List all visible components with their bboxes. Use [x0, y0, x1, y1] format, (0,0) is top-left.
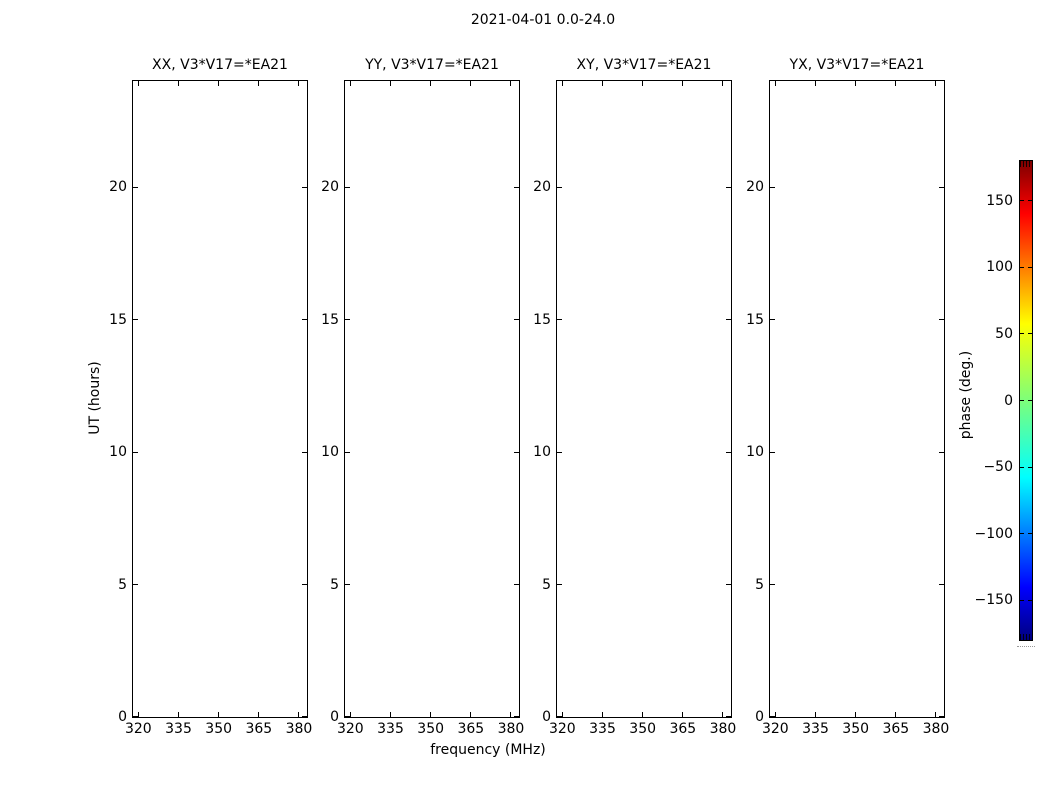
y-tick	[770, 452, 775, 453]
y-tick-label: 0	[330, 709, 339, 725]
y-tick	[939, 319, 944, 320]
x-tick	[895, 81, 896, 86]
y-tick-label: 20	[746, 179, 764, 195]
y-tick	[345, 716, 350, 717]
x-tick-label: 365	[882, 721, 910, 737]
x-tick	[470, 81, 471, 86]
y-tick-label: 20	[109, 179, 127, 195]
axes-panel-xx	[109, 57, 313, 737]
x-tick	[218, 81, 219, 86]
colorbar-dotted-edge	[1017, 646, 1035, 647]
colorbar-tick	[1028, 600, 1032, 601]
x-tick-label: 320	[548, 721, 576, 737]
axes-panel-yx	[746, 57, 950, 737]
colorbar-tick	[1028, 200, 1032, 201]
colorbar-tick-label: −50	[983, 459, 1013, 476]
colorbar-label: phase (deg.)	[958, 350, 974, 440]
y-tick-label: 5	[542, 576, 551, 593]
y-tick	[133, 584, 138, 585]
figure-title: 2021-04-01 0.0-24.0	[470, 12, 616, 28]
x-tick	[258, 712, 259, 717]
x-tick-label: 350	[842, 721, 870, 737]
y-tick-label: 0	[755, 709, 764, 725]
x-tick	[935, 712, 936, 717]
y-tick	[557, 716, 562, 717]
y-tick-label: 20	[533, 179, 551, 195]
x-tick	[682, 712, 683, 717]
x-tick	[895, 712, 896, 717]
colorbar-tick	[1028, 267, 1032, 268]
y-tick-label: 15	[746, 311, 764, 328]
y-tick-label: 10	[746, 444, 764, 460]
x-tick-label: 380	[709, 721, 737, 737]
colorbar-tick	[1020, 533, 1024, 534]
y-tick	[770, 584, 775, 585]
x-tick	[350, 81, 351, 86]
axes-panel-yy	[321, 57, 525, 737]
colorbar-tick	[1028, 400, 1032, 401]
x-tick	[682, 81, 683, 86]
y-tick	[345, 319, 350, 320]
x-tick-label: 365	[669, 721, 697, 737]
x-tick-label: 335	[377, 721, 404, 737]
x-tick	[178, 712, 179, 717]
colorbar-tick	[1020, 467, 1024, 468]
x-tick	[430, 712, 431, 717]
x-tick-label: 350	[205, 721, 233, 737]
panel-title: YX, V3*V17=*EA21	[789, 57, 925, 73]
y-tick	[939, 452, 944, 453]
y-tick	[133, 716, 138, 717]
x-tick	[602, 81, 603, 86]
panel-title: XX, V3*V17=*EA21	[152, 57, 288, 73]
axes-panel-xy	[533, 57, 737, 737]
y-tick	[939, 584, 944, 585]
x-tick-label: 380	[922, 721, 950, 737]
panel-title: YY, V3*V17=*EA21	[365, 57, 499, 73]
colorbar-tick	[1020, 400, 1024, 401]
y-tick-label: 15	[533, 311, 551, 328]
y-tick-label: 0	[542, 709, 551, 725]
panel-title: XY, V3*V17=*EA21	[576, 57, 712, 73]
x-tick-label: 335	[802, 721, 829, 737]
x-tick	[390, 81, 391, 86]
x-tick	[138, 81, 139, 86]
x-tick	[470, 712, 471, 717]
colorbar-tick	[1028, 333, 1032, 334]
y-tick	[557, 584, 562, 585]
x-tick	[855, 81, 856, 86]
y-tick	[345, 187, 350, 188]
y-tick	[133, 187, 138, 188]
colorbar-hatch-top	[1020, 161, 1032, 167]
colorbar-tick	[1028, 533, 1032, 534]
y-tick	[133, 452, 138, 453]
y-tick-label: 10	[533, 444, 551, 460]
colorbar-tick-label: 50	[995, 325, 1013, 342]
x-tick	[562, 81, 563, 86]
y-tick	[770, 716, 775, 717]
x-tick-label: 365	[245, 721, 273, 737]
y-tick-label: 10	[321, 444, 339, 460]
x-tick	[722, 81, 723, 86]
colorbar-tick	[1020, 200, 1024, 201]
y-tick-label: 15	[321, 311, 339, 328]
y-tick-label: 5	[118, 576, 127, 593]
y-tick	[345, 452, 350, 453]
x-tick	[298, 81, 299, 86]
colorbar-tick	[1028, 467, 1032, 468]
x-tick-label: 335	[165, 721, 192, 737]
y-tick	[770, 319, 775, 320]
y-tick	[557, 319, 562, 320]
colorbar-tick-label: 100	[986, 259, 1013, 276]
x-tick-label: 320	[124, 721, 152, 737]
y-tick-label: 5	[755, 576, 764, 593]
x-tick	[642, 81, 643, 86]
y-tick	[345, 584, 350, 585]
y-tick-label: 10	[109, 444, 127, 460]
x-tick-label: 320	[761, 721, 789, 737]
colorbar-tick	[1020, 600, 1024, 601]
colorbar-tick	[1020, 333, 1024, 334]
x-tick-label: 350	[417, 721, 445, 737]
y-axis-label: UT (hours)	[87, 361, 103, 435]
colorbar-tick-label: 150	[986, 192, 1013, 209]
x-tick-label: 380	[285, 721, 313, 737]
y-tick	[939, 716, 944, 717]
x-tick-label: 380	[497, 721, 525, 737]
x-tick	[430, 81, 431, 86]
y-tick	[557, 187, 562, 188]
x-tick-label: 350	[629, 721, 657, 737]
x-tick	[258, 81, 259, 86]
y-tick-label: 15	[109, 311, 127, 328]
colorbar-hatch-bottom	[1020, 634, 1032, 640]
colorbar-tick-label: −150	[974, 592, 1013, 609]
x-tick	[178, 81, 179, 86]
y-tick	[939, 187, 944, 188]
y-tick-label: 5	[330, 576, 339, 593]
x-tick	[642, 712, 643, 717]
colorbar-gradient	[1020, 161, 1032, 640]
x-tick	[218, 712, 219, 717]
x-tick	[602, 712, 603, 717]
x-tick	[855, 712, 856, 717]
x-tick	[815, 712, 816, 717]
x-tick-label: 335	[589, 721, 616, 737]
colorbar-tick-label: 0	[1004, 392, 1013, 409]
x-tick	[390, 712, 391, 717]
y-tick-label: 0	[118, 709, 127, 725]
colorbar	[1019, 160, 1033, 641]
x-axis-label: frequency (MHz)	[430, 742, 546, 758]
x-tick	[815, 81, 816, 86]
y-tick	[770, 187, 775, 188]
x-tick-label: 365	[457, 721, 485, 737]
x-tick	[510, 81, 511, 86]
colorbar-tick-label: −100	[974, 525, 1013, 542]
x-tick-label: 320	[336, 721, 364, 737]
x-tick	[935, 81, 936, 86]
x-tick	[775, 81, 776, 86]
y-tick	[133, 319, 138, 320]
colorbar-tick	[1020, 267, 1024, 268]
y-tick-label: 20	[321, 179, 339, 195]
y-tick	[557, 452, 562, 453]
